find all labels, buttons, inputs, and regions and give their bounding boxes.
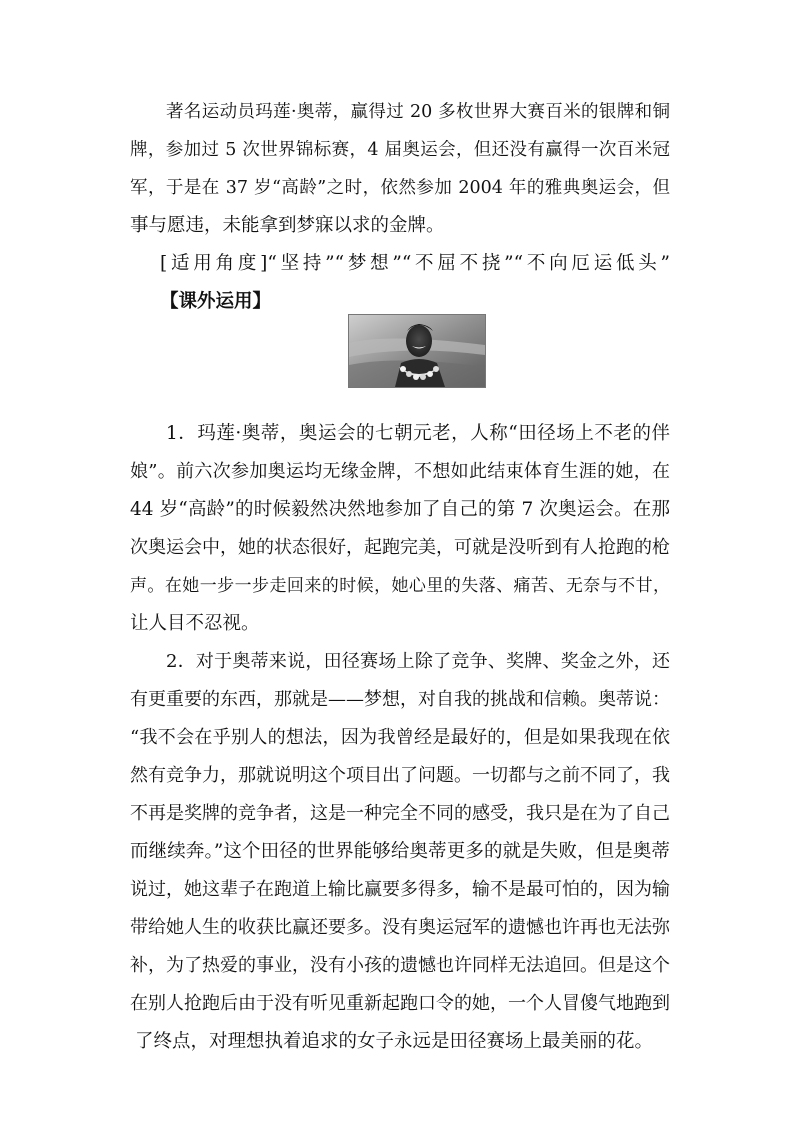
point2-line-11: 了终点，对理想执着追求的女子永远是田径赛场上最美丽的花。 — [135, 1031, 654, 1052]
point1-line-3: 44 岁“高龄”的时候毅然决然地参加了自己的第 7 次奥运会。在那 — [130, 499, 670, 520]
point2-line-2: 有更重要的东西，那就是——梦想，对自我的挑战和信赖。奥蒂说： — [130, 689, 670, 710]
section-title: 【课外运用】 — [160, 291, 272, 312]
point2-line-3: “我不会在乎别人的想法，因为我曾经是最好的，但是如果我现在依 — [130, 727, 670, 748]
point1-line-2: 娘”。前六次参加奥运均无缘金牌，不想如此结束体育生涯的她，在 — [130, 461, 670, 482]
angle-topics: “坚持”“梦想”“不屈不挠”“不向厄运低头” — [267, 253, 670, 274]
point1-line-6: 让人目不忍视。 — [130, 613, 260, 634]
point1-line-4: 次奥运会中，她的状态很好，起跑完美，可就是没听到有人抢跑的枪 — [130, 537, 670, 558]
point2-line-6: 而继续奔。”这个田径的世界能够给奥蒂更多的就是失败，但是奥蒂 — [130, 841, 670, 862]
intro-line-1: 著名运动员玛莲·奥蒂，赢得过 20 多枚世界大赛百米的银牌和铜 — [166, 102, 670, 122]
applicable-angle — [160, 248, 670, 280]
angle-label: [适用角度] — [160, 253, 268, 274]
point2-line-5: 不再是奖牌的竞争者，这是一种完全不同的感受，我只是在为了自己 — [130, 803, 670, 824]
intro-line-4: 事与愿违，未能拿到梦寐以求的金牌。 — [130, 215, 445, 236]
athlete-photo-icon — [349, 315, 485, 387]
point1-line-5: 声。在她一步一步走回来的时候，她心里的失落、痛苦、无奈与不甘， — [130, 576, 670, 596]
point2-line-10: 在别人抢跑后由于没有听见重新起跑口令的她，一个人冒傻气地跑到 — [130, 993, 670, 1014]
point1-line-1: 1．玛莲·奥蒂，奥运会的七朝元老，人称“田径场上不老的伴 — [166, 423, 670, 444]
point2-line-7: 说过，她这辈子在跑道上输比赢要多得多，输不是最可怕的，因为输 — [130, 879, 670, 900]
point2-line-8: 带给她人生的收获比赢还要多。没有奥运冠军的遗憾也许再也无法弥 — [130, 917, 670, 938]
point2-line-4: 然有竞争力，那就说明这个项目出了问题。一切都与之前不同了，我 — [130, 765, 670, 786]
point2-line-9: 补，为了热爱的事业，没有小孩的遗憾也许同样无法追回。但是这个 — [130, 955, 670, 976]
athlete-photo — [348, 314, 486, 388]
intro-line-3: 军，于是在 37 岁“高龄”之时，依然参加 2004 年的雅典奥运会，但 — [130, 178, 670, 198]
point2-line-1: 2．对于奥蒂来说，田径赛场上除了竞争、奖牌、奖金之外，还 — [166, 651, 670, 672]
intro-line-2: 牌，参加过 5 次世界锦标赛，4 届奥运会，但还没有赢得一次百米冠 — [130, 140, 670, 160]
